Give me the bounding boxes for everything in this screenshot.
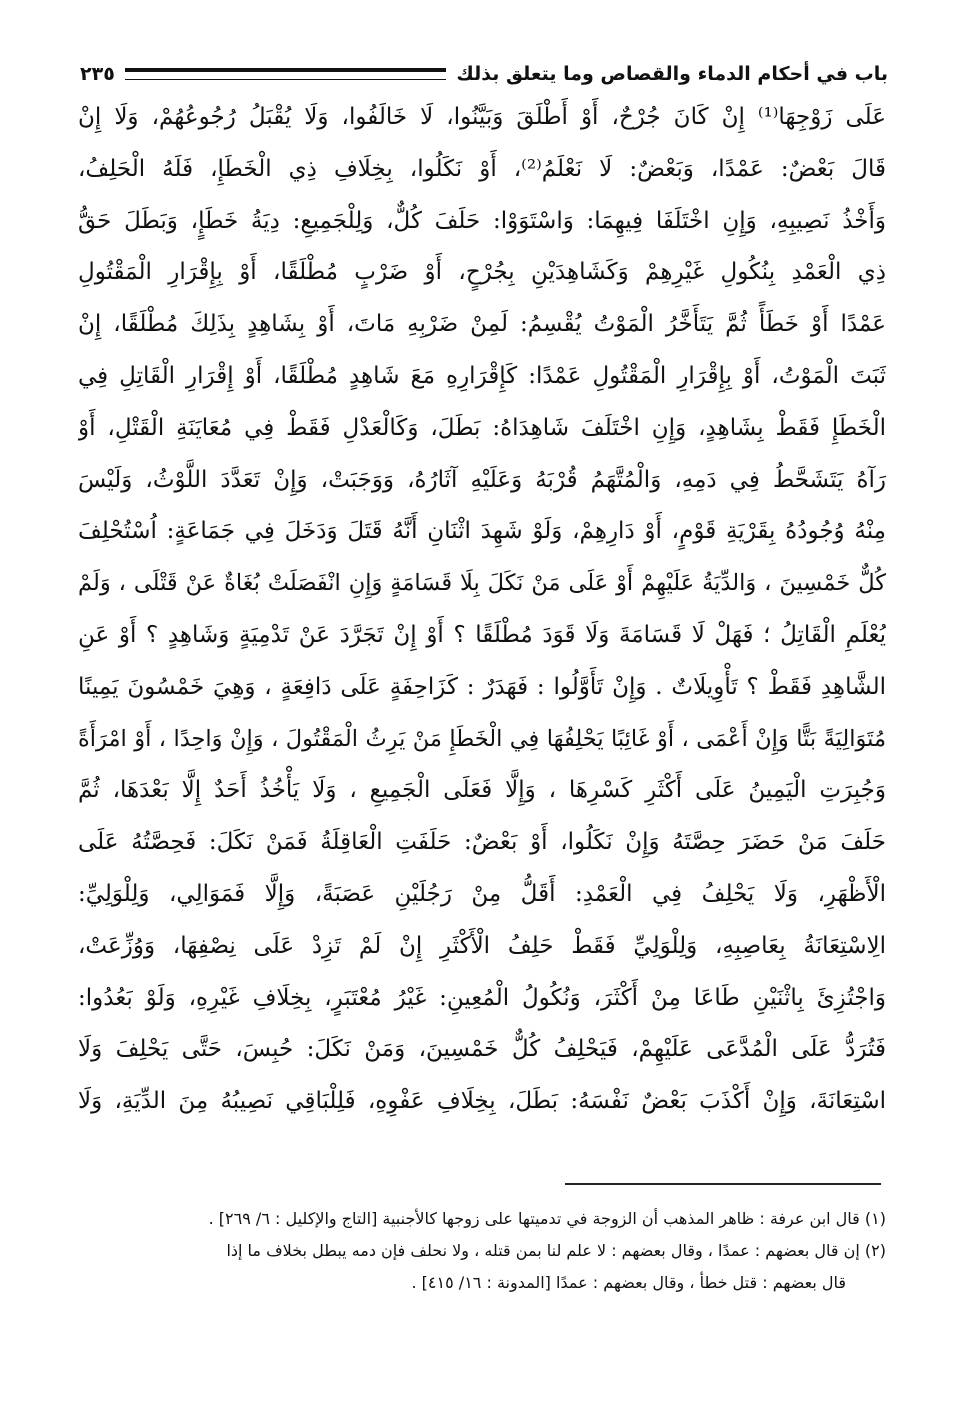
text-line: رَآهُ يَتَشَحَّطُ فِي دَمِهِ، وَالْمُتَّهَمُ قُرْبَهُ وَعَلَيْهِ آثَارُهُ، وَوَجَبَتْ، وَإِنْ تَعَدَّدَ اللَّوْثُ، وَلَيْسَ — [78, 466, 886, 493]
footnote-2: (٢) إن قال بعضهم : عمدًا ، وقال بعضهم : لا علم لنا بمن قتله ، ولا نحلف فإن دمه يبطل بخلاف ما إذا — [226, 1241, 886, 1260]
footnote-2-continued: قال بعضهم : قتل خطأ ، وقال بعضهم : عمدًا [المدونة : ١٦/ ٤١٥] . — [411, 1273, 846, 1292]
page-number: ٢٣٥ — [80, 63, 115, 85]
text-line: الشَّاهِدِ فَقَطْ ؟ تَأْوِيلَاتٌ . وَإِنْ تَأَوَّلُوا : فَهَدَرٌ : كَزَاحِفَةٍ عَلَى دَافِعَةٍ ، وَهِيَ خَمْسُونَ يَمِينًا — [78, 673, 886, 700]
footnote-separator — [565, 1183, 881, 1185]
text-line: وَأَخْذُ نَصِيبِهِ، وَإِنِ اخْتَلَفَا فِيهِمَا: وَاسْتَوَوْا: حَلَفَ كُلٌّ، وَلِلْجَمِيعِ: دِيَةُ خَطَإٍ، وَبَطَلَ حَقُّ — [78, 207, 886, 234]
text-line: وَاجْتُزِئَ بِاثْنَيْنِ طَاعَا مِنْ أَكْثَرَ، وَنُكُولُ الْمُعِينِ: غَيْرُ مُعْتَبَرٍ، بِخِلَافِ غَيْرِهِ، وَلَوْ بَعُدُوا: — [78, 984, 886, 1011]
chapter-title: باب في أحكام الدماء والقصاص وما يتعلق بذلك — [456, 63, 888, 85]
main-text — [78, 92, 886, 1128]
text-line: مُتَوَالِيَةً بَتًّا وَإِنْ أَعْمَى ، أَوْ غَائِبًا يَحْلِفُهَا فِي الْخَطَإِ مَنْ يَرِثُ الْمَقْتُولَ ، وَإِنْ وَاحِدًا ، أَوْ امْرَأَةً — [78, 725, 886, 752]
text-line: عَلَى زَوْجِهَا⁽¹⁾ إِنْ كَانَ جُرْحٌ، أَوْ أَطْلَقَ وَبَيَّنُوا، لَا خَالَفُوا، وَلَا يُقْبَلُ رُجُوعُهُمْ، وَلَا إِنْ — [78, 104, 886, 130]
header-rule — [125, 68, 447, 80]
text-line: قَالَ بَعْضٌ: عَمْدًا، وَبَعْضٌ: لَا نَعْلَمُ⁽²⁾، أَوْ نَكَلُوا، بِخِلَافِ ذِي الْخَطَإِ، فَلَهُ الْحَلِفُ، — [78, 155, 886, 182]
text-line: كُلٌّ خَمْسِينَ ، وَالدِّيَةُ عَلَيْهِمْ أَوْ عَلَى مَنْ نَكَلَ بِلَا قَسَامَةٍ وَإِنِ انْفَصَلَتْ بُغَاةٌ عَنْ قَتْلَى ، وَلَمْ — [78, 570, 886, 597]
text-line: مِنْهُ وُجُودُهُ بِقَرْيَةِ قَوْمٍ، أَوْ دَارِهِمْ، وَلَوْ شَهِدَ اثْنَانِ أَنَّهُ قَتَلَ وَدَخَلَ فِي جَمَاعَةٍ: اُسْتُحْلِفَ — [78, 518, 886, 545]
text-line: عَمْدًا أَوْ خَطَأً ثُمَّ يَتَأَخَّرُ الْمَوْتُ يُقْسِمُ: لَمِنْ ضَرْبِهِ مَاتَ، أَوْ بِشَاهِدٍ بِذَلِكَ مُطْلَقًا، إِنْ — [78, 311, 886, 338]
footnote-1: (١) قال ابن عرفة : ظاهر المذهب أن الزوجة في تدميتها على زوجها كالأجنبية [التاج والإكليل : ٦/ ٢٦٩] . — [208, 1209, 886, 1228]
text-line: ثَبَتَ الْمَوْتُ، أَوْ بِإِقْرَارِ الْمَقْتُولِ عَمْدًا: كَإِقْرَارِهِ مَعَ شَاهِدٍ مُطْلَقًا، أَوْ إِقْرَارِ الْقَاتِلِ فِي — [78, 362, 886, 389]
text-line: يُعْلَمِ الْقَاتِلُ ؛ فَهَلْ لَا قَسَامَةَ وَلَا قَوَدَ مُطْلَقًا ؟ أَوْ إِنْ تَجَرَّدَ عَنْ تَدْمِيَةٍ وَشَاهِدٍ ؟ أَوْ عَنِ — [78, 621, 886, 648]
footnotes — [80, 1203, 886, 1299]
text-line: حَلَفَ مَنْ حَضَرَ حِصَّتَهُ وَإِنْ نَكَلُوا، أَوْ بَعْضٌ: حَلَفَتِ الْعَاقِلَةُ فَمَنْ نَكَلَ: فَحِصَّتُهُ عَلَى — [78, 829, 886, 856]
text-line: الْأَظْهَرِ، وَلَا يَحْلِفُ فِي الْعَمْدِ: أَقَلُّ مِنْ رَجُلَيْنِ عَصَبَةً، وَإِلَّا فَمَوَالِي، وَلِلْوَلِيِّ: — [78, 880, 886, 907]
text-line: اسْتِعَانَةَ، وَإِنْ أَكْذَبَ بَعْضٌ نَفْسَهُ: بَطَلَ، بِخِلَافِ عَفْوِهِ، فَلِلْبَاقِي نَصِيبُهُ مِنَ الدِّيَةِ، وَلَا — [78, 1088, 886, 1115]
text-line: فَتُرَدُّ عَلَى الْمُدَّعَى عَلَيْهِمْ، فَيَحْلِفُ كُلٌّ خَمْسِينَ، وَمَنْ نَكَلَ: حُبِسَ، حَتَّى يَحْلِفَ وَلَا — [78, 1036, 886, 1063]
text-line: الِاسْتِعَانَةُ بِعَاصِبِهِ، وَلِلْوَلِيِّ فَقَطْ حَلِفُ الْأَكْثَرِ إِنْ لَمْ تَزِدْ عَلَى نِصْفِهَا، وَوُزِّعَتْ، — [78, 932, 886, 959]
text-line: وَجُبِرَتِ الْيَمِينُ عَلَى أَكْثَرِ كَسْرِهَا ، وَإِلَّا فَعَلَى الْجَمِيعِ ، وَلَا يَأْخُذُ أَحَدٌ إِلَّا بَعْدَهَا، ثُمَّ — [78, 777, 886, 804]
text-line: ذِي الْعَمْدِ بِنُكُولِ غَيْرِهِمْ وَكَشَاهِدَيْنِ بِجُرْحٍ، أَوْ ضَرْبٍ مُطْلَقًا، أَوْ بِإِقْرَارِ الْمَقْتُولِ — [78, 259, 886, 286]
text-line: الْخَطَإِ فَقَطْ بِشَاهِدٍ، وَإِنِ اخْتَلَفَ شَاهِدَاهُ: بَطَلَ، وَكَالْعَدْلِ فَقَطْ فِي مُعَايَنَةِ الْقَتْلِ، أَوْ — [78, 414, 886, 441]
running-header — [80, 58, 888, 90]
